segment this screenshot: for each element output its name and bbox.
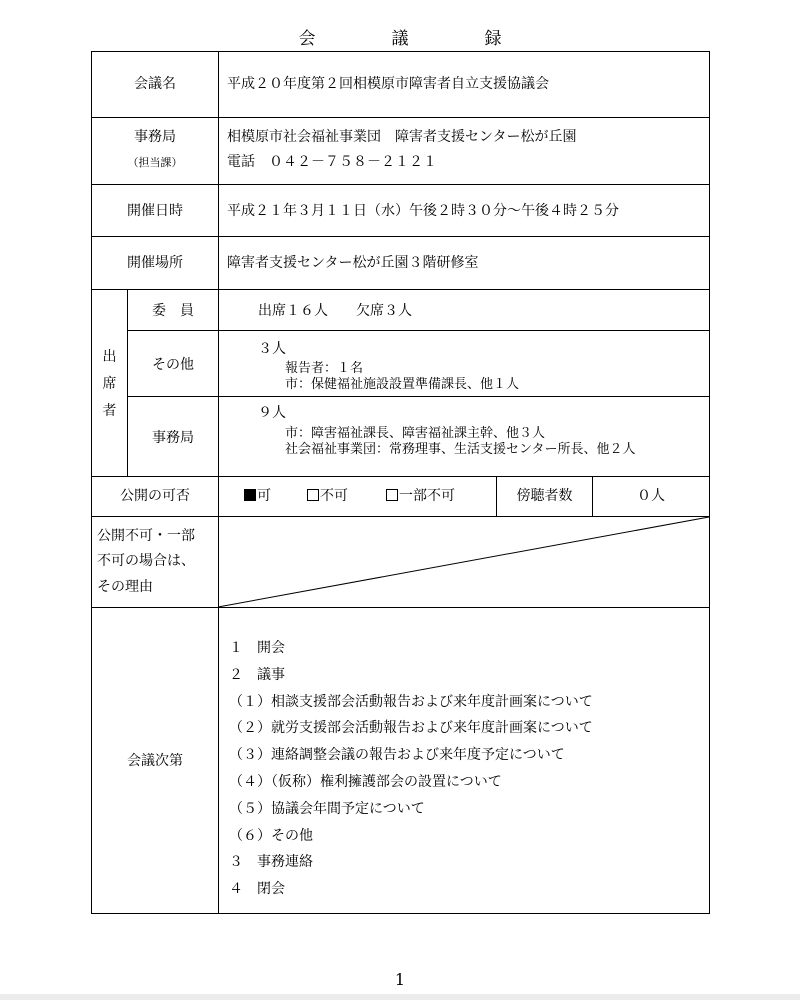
agenda-item: （１）相談支援部会活動報告および来年度計画案について (229, 693, 593, 710)
agenda-label: 会議次第 (127, 753, 183, 769)
disclosure-label: 公開の可否 (120, 488, 190, 504)
disclosure-option-label: 一部不可 (399, 488, 455, 504)
page-bottom-edge (0, 994, 800, 1000)
agenda-item: ３ 事務連絡 (229, 854, 313, 871)
secretariat-label: 事務局 (134, 129, 176, 145)
checked-box-icon (244, 489, 256, 501)
agenda-item: （６）その他 (229, 827, 313, 844)
attendees-label-char-1: 出 (102, 349, 117, 365)
title-char-1: 会 (298, 29, 316, 49)
secretariat-organization: 相模原市社会福祉事業団 障害者支援センター松が丘園 (227, 129, 577, 145)
committee-value: 出席１６人 欠席３人 (258, 303, 412, 319)
office-count: ９人 (258, 405, 286, 421)
attendees-label-char-2: 席 (102, 376, 117, 392)
meeting-name-value: 平成２０年度第２回相模原市障害者自立支援協議会 (227, 76, 549, 92)
others-detail-1: 報告者：１名 (285, 361, 364, 376)
title-char-3: 録 (484, 29, 502, 49)
agenda-item: （４）（仮称）権利擁護部会の設置について (229, 773, 502, 790)
datetime-label: 開催日時 (127, 203, 183, 219)
others-count: ３人 (258, 341, 286, 357)
page-number: 1 (394, 970, 406, 989)
disclosure-option-label: 可 (257, 488, 271, 504)
agenda-list (229, 635, 593, 903)
disclosure-option-allowed (244, 487, 271, 505)
venue-label: 開催場所 (127, 255, 183, 271)
not-applicable-diagonal (218, 516, 710, 608)
agenda-item: ４ 閉会 (229, 881, 285, 898)
committee-label: 委 員 (152, 303, 194, 319)
datetime-value: 平成２１年３月１１日（水）午後２時３０分～午後４時２５分 (227, 203, 619, 219)
reason-label-line-2: 不可の場合は、 (97, 553, 195, 569)
agenda-item: ２ 議事 (229, 666, 285, 683)
attendees-label-char-3: 者 (102, 403, 117, 419)
agenda-item: （２）就労支援部会活動報告および来年度計画案について (229, 720, 593, 737)
office-detail-1: 市：障害福祉課長、障害福祉課主幹、他３人 (285, 426, 546, 441)
reason-label-line-1: 公開不可・一部 (97, 528, 195, 544)
secretariat-sublabel: （担当課） (127, 156, 183, 169)
disclosure-option-partial (386, 487, 455, 505)
others-detail-2: 市：保健福祉施設設置準備課長、他１人 (285, 377, 520, 392)
disclosure-option-label: 不可 (320, 488, 348, 504)
reason-label-line-3: その理由 (97, 579, 153, 595)
agenda-item: （５）協議会年間予定について (229, 800, 425, 817)
document-title (0, 24, 800, 49)
title-char-2: 議 (391, 29, 409, 49)
venue-value: 障害者支援センター松が丘園３階研修室 (227, 255, 479, 271)
observers-value: ０人 (637, 488, 665, 504)
agenda-item: １ 開会 (229, 640, 285, 656)
disclosure-option-not-allowed (307, 487, 348, 505)
agenda-item: （３）連絡調整会議の報告および来年度予定について (229, 747, 565, 764)
meeting-name-label: 会議名 (134, 76, 176, 92)
unchecked-box-icon (307, 489, 319, 501)
office-detail-2: 社会福祉事業団：常務理事、生活支援センター所長、他２人 (285, 442, 636, 457)
others-label: その他 (152, 357, 194, 373)
unchecked-box-icon (386, 489, 398, 501)
secretariat-phone: 電話 ０４２－７５８－２１２１ (227, 154, 437, 170)
observers-label: 傍聴者数 (516, 488, 573, 504)
office-label: 事務局 (152, 430, 194, 446)
